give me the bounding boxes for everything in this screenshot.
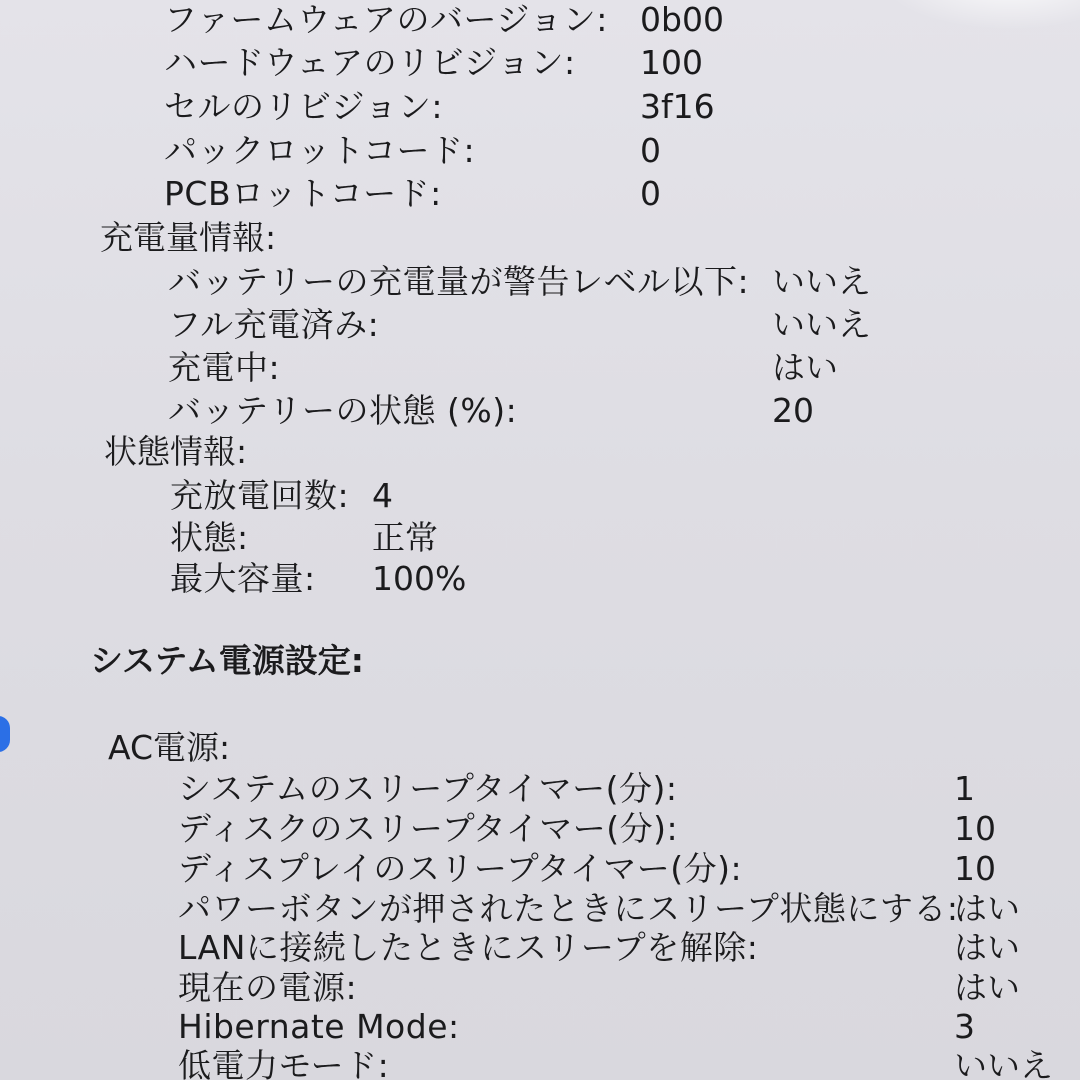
- pcb-lot-code-label: PCBロットコード:: [164, 174, 442, 213]
- low-power-mode-label: 低電力モード:: [178, 1046, 390, 1080]
- fully-charged-value: いいえ: [772, 305, 871, 344]
- condition-value: 正常: [372, 518, 438, 557]
- disk-sleep-timer-label: ディスクのスリープタイマー(分):: [178, 809, 679, 848]
- current-power-source-label: 現在の電源:: [178, 968, 358, 1007]
- below-warning-label: バッテリーの充電量が警告レベル以下:: [168, 262, 750, 301]
- system-sleep-timer-value: 1: [954, 769, 975, 808]
- low-power-mode-value: いいえ: [954, 1046, 1053, 1080]
- charge-info-heading: 充電量情報:: [100, 218, 277, 257]
- wake-on-lan-value: はい: [954, 928, 1020, 967]
- display-sleep-timer-label: ディスプレイのスリープタイマー(分):: [178, 849, 743, 888]
- wake-on-lan-label: LANに接続したときにスリープを解除:: [178, 928, 759, 967]
- cell-revision-value: 3f16: [640, 87, 715, 126]
- firmware-version-label: ファームウェアのバージョン:: [164, 0, 608, 39]
- cycle-count-value: 4: [372, 476, 393, 515]
- ac-power-heading: AC電源:: [108, 728, 231, 767]
- pcb-lot-code-value: 0: [640, 174, 661, 213]
- fully-charged-label: フル充電済み:: [168, 305, 380, 344]
- pack-lot-code-value: 0: [640, 131, 661, 170]
- charging-value: はい: [772, 348, 838, 387]
- state-of-charge-value: 20: [772, 391, 814, 430]
- below-warning-value: いいえ: [772, 262, 871, 301]
- display-sleep-timer-value: 10: [954, 849, 996, 888]
- pack-lot-code-label: パックロットコード:: [164, 131, 476, 170]
- health-info-heading: 状態情報:: [104, 432, 248, 471]
- cycle-count-label: 充放電回数:: [170, 476, 350, 515]
- screen-glare: [880, 0, 1080, 30]
- disk-sleep-timer-value: 10: [954, 809, 996, 848]
- hardware-revision-value: 100: [640, 43, 703, 82]
- hibernate-mode-value: 3: [954, 1007, 975, 1046]
- sidebar-selection-indicator[interactable]: [0, 716, 10, 752]
- power-button-sleep-label: パワーボタンが押されたときにスリープ状態にする:: [178, 889, 959, 928]
- hardware-revision-label: ハードウェアのリビジョン:: [164, 43, 576, 82]
- condition-label: 状態:: [170, 518, 249, 557]
- max-capacity-label: 最大容量:: [170, 559, 316, 598]
- firmware-version-value: 0b00: [640, 0, 724, 39]
- cell-revision-label: セルのリビジョン:: [164, 87, 443, 126]
- charging-label: 充電中:: [168, 348, 281, 387]
- max-capacity-value: 100%: [372, 559, 467, 598]
- hibernate-mode-label: Hibernate Mode:: [178, 1007, 460, 1046]
- current-power-source-value: はい: [954, 968, 1020, 1007]
- system-sleep-timer-label: システムのスリープタイマー(分):: [178, 769, 678, 808]
- state-of-charge-label: バッテリーの状態 (%):: [168, 391, 518, 430]
- power-button-sleep-value: はい: [954, 889, 1020, 928]
- power-settings-heading: システム電源設定:: [90, 641, 364, 680]
